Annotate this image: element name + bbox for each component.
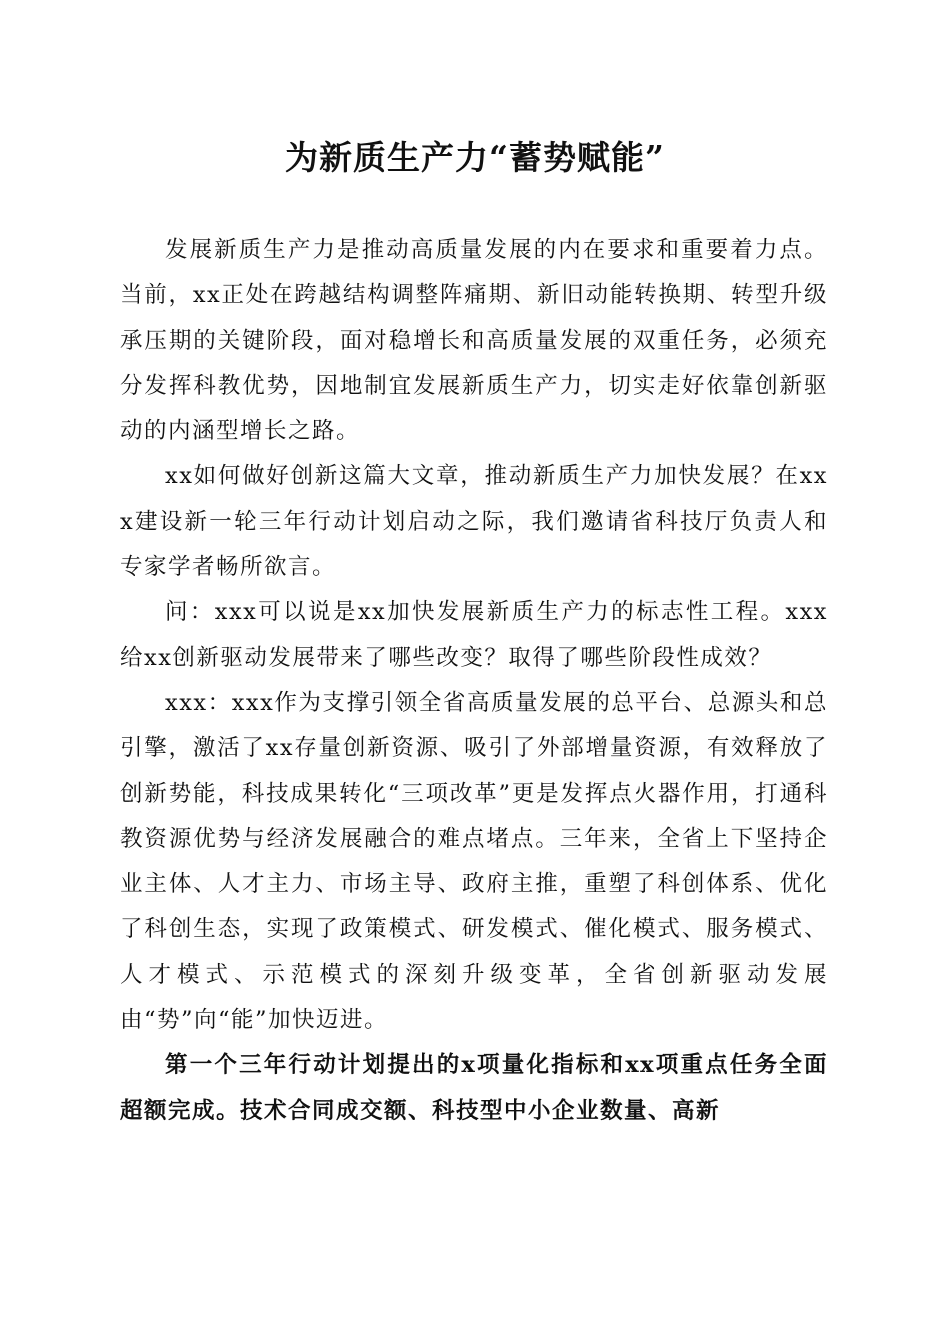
paragraph-question: 问：xxx可以说是xx加快发展新质生产力的标志性工程。xxx给xx创新驱动发展带来了哪些改变？取得了哪些阶段性成效？ [120, 599, 828, 671]
paragraph-question-lead: xx如何做好创新这篇大文章，推动新质生产力加快发展？在xxx建设新一轮三年行动计划启动之际，我们邀请省科技厅负责人和专家学者畅所欲言。 [120, 463, 828, 581]
paragraph-answer: xxx：xxx作为支撑引领全省高质量发展的总平台、总源头和总引擎，激活了xx存量创新资源、吸引了外部增量资源，有效释放了创新势能，科技成果转化“三项改革”更是发挥点火器作用，打通科教资源优势与经济发展融合的难点堵点。三年来，全省上下坚持企业主体、人才主力、市场主导、政府主推，重塑了科创体系、优化了科创生态，实现了政策模式、研发模式、催化模式、服务模式、人才模式、示范模式的深刻升级变革，全省创新驱动发展由“势”向“能”加快迈进。 [120, 689, 828, 1034]
document-body [120, 228, 828, 1134]
document-title: 为新质生产力“蓄势赋能” [285, 138, 665, 177]
paragraph-results: 第一个三年行动计划提出的x项量化指标和xx项重点任务全面超额完成。技术合同成交额、科技型中小企业数量、高新 [120, 1052, 828, 1124]
paragraph-intro: 发展新质生产力是推动高质量发展的内在要求和重要着力点。当前，xx正处在跨越结构调整阵痛期、新旧动能转换期、转型升级承压期的关键阶段，面对稳增长和高质量发展的双重任务，必须充分发挥科教优势，因地制宜发展新质生产力，切实走好依靠创新驱动的内涵型增长之路。 [120, 237, 828, 445]
